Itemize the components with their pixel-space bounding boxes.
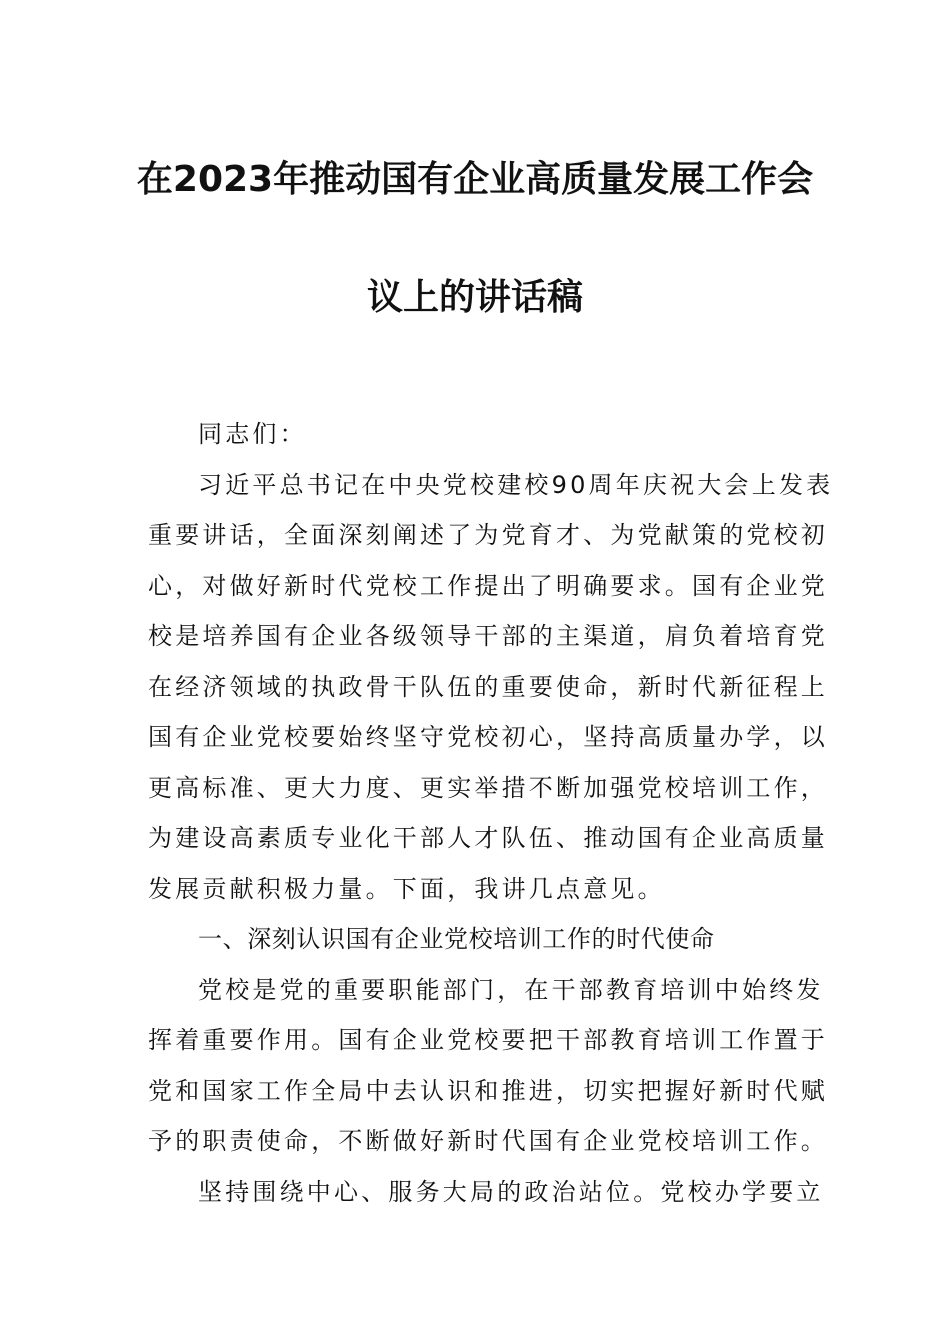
paragraph-line: 更高标准、更大力度、更实举措不断加强党校培训工作， <box>148 773 828 802</box>
paragraph-line: 为建设高素质专业化干部人才队伍、推动国有企业高质量 <box>148 824 828 852</box>
paragraph-line: 校是培养国有企业各级领导干部的主渠道，肩负着培育党 <box>148 622 828 650</box>
section-heading: 一、深刻认识国有企业党校培训工作的时代使命 <box>198 925 715 953</box>
paragraph-line: 党和国家工作全局中去认识和推进，切实把握好新时代赋 <box>148 1076 828 1105</box>
paragraph-line: 挥着重要作用。国有企业党校要把干部教育培训工作置于 <box>148 1026 828 1054</box>
paragraph-line: 发展贡献积极力量。下面，我讲几点意见。 <box>148 874 665 903</box>
paragraph-line: 坚持围绕中心、服务大局的政治站位。党校办学要立 <box>198 1177 824 1206</box>
paragraph-line: 心，对做好新时代党校工作提出了明确要求。国有企业党 <box>148 571 828 600</box>
paragraph-line: 习近平总书记在中央党校建校90周年庆祝大会上发表 <box>198 470 834 499</box>
salutation: 同志们： <box>198 420 307 448</box>
paragraph-line: 在经济领域的执政骨干队伍的重要使命，新时代新征程上 <box>148 672 828 701</box>
document-body <box>148 409 834 1217</box>
document-title-line-2: 议上的讲话稿 <box>366 277 583 318</box>
document-title-line-1: 在2023年推动国有企业高质量发展工作会 <box>136 159 814 200</box>
paragraph-line: 予的职责使命，不断做好新时代国有企业党校培训工作。 <box>148 1127 828 1155</box>
paragraph-line: 党校是党的重要职能部门，在干部教育培训中始终发 <box>198 975 824 1004</box>
paragraph-line: 国有企业党校要始终坚守党校初心，坚持高质量办学，以 <box>148 723 828 751</box>
paragraph-line: 重要讲话，全面深刻阐述了为党育才、为党献策的党校初 <box>148 521 828 549</box>
